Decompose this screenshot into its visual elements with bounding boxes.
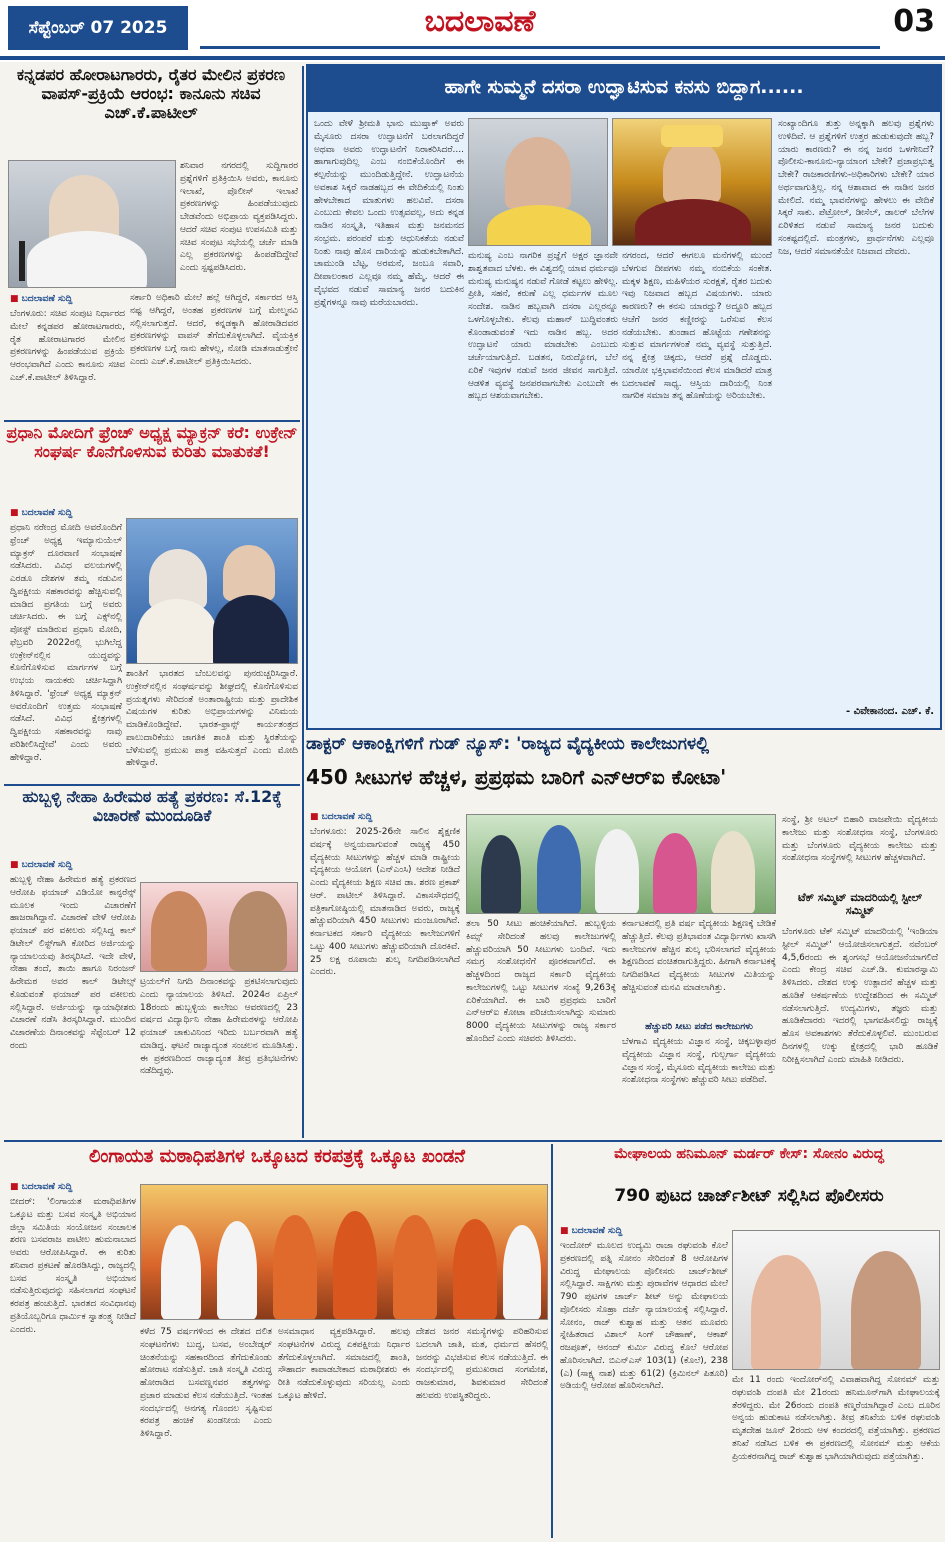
seer-1 [161, 1225, 201, 1320]
divider-mid [4, 1140, 942, 1142]
story-hubballi-byline: ■ ಬದಲಾವಣೆ ಸುದ್ದಿ [10, 860, 72, 870]
story-hubballi-col2: ಟ್ರಯಲ್‌ಗೆ ನಿಗದಿ ದಿನಾಂಕವನ್ನು ಪ್ರಕಟಿಸಲಾಗುವುದು ಎಂದು ನ್ಯಾಯಾಲಯ ತಿಳಿಸಿದೆ. 2024ರ ಏಪ್ರಿಲ್ 18ರಂದು ಹುಬ್ಬಳ್ಳಿಯ ಕಾಲೇಜು ಆವರಣದಲ್ಲಿ 23 ವರ್ಷದ ವಿದ್ಯಾರ್ಥಿನಿ ನೇಹಾ ಹಿರೇಮಠಳನ್ನು ಆರೋಪಿ ಫಯಾಜ್ ಚಾಕುವಿನಿಂದ ಇರಿದು ಬರ್ಬರವಾಗಿ ಹತ್ಯೆ ಮಾಡಿದ್ದ. ಘಟನೆ ರಾಜ್ಯಾದ್ಯಂತ ಸಂಚಲನ ಮೂಡಿಸಿತ್ತು. ಈ ಪ್ರಕರಣದಿಂದ ರಾಜ್ಯಾದ್ಯಂತ ತೀವ್ರ ಪ್ರತಿಭಟನೆಗಳು ನಡೆದಿದ್ದವು. [140, 977, 298, 1077]
story-medical-byline: ■ ಬದಲಾವಣೆ ಸುದ್ದಿ [310, 812, 372, 822]
story-summit-body: ಬೆಂಗಳೂರು ಟೆಕ್ ಸಮ್ಮಿಟ್ ಮಾದರಿಯಲ್ಲಿ 'ಇಂಡಿಯಾ ಸ್ಟೀಲ್ ಸಮ್ಮಿಟ್' ಆಯೋಜಿಸಲಾಗುತ್ತದೆ. ನವೆಂಬರ್ 4,5,6ರಂದು ಈ ಶೃಂಗಸಭೆ ಆಯೋಜನೆಯಾಗಲಿದೆ ಎಂದು ಕೇಂದ್ರ ಸಚಿವ ಎಚ್.ಡಿ. ಕುಮಾರಸ್ವಾಮಿ ತಿಳಿಸಿದರು. ದೇಶದ ಉಕ್ಕು ಉತ್ಪಾದನೆ ಹೆಚ್ಚಳ ಮತ್ತು ಹೂಡಿಕೆ ಆಕರ್ಷಣೆಯ ಉದ್ದೇಶದಿಂದ ಈ ಸಮ್ಮಿಟ್ ನಡೆಸಲಾಗುತ್ತಿದೆ. ಉದ್ಯಮಿಗಳು, ತಜ್ಞರು ಮತ್ತು ಹೂಡಿಕೆದಾರರು ಇದರಲ್ಲಿ ಭಾಗವಹಿಸಲಿದ್ದು ರಾಜ್ಯಕ್ಕೆ ಹೊಸ ಅವಕಾಶಗಳು ತೆರೆದುಕೊಳ್ಳಲಿವೆ. ಮುಂಬರುವ ದಿನಗಳಲ್ಲಿ ಉಕ್ಕು ಕ್ಷೇತ್ರದಲ್ಲಿ ಭಾರಿ ಹೂಡಿಕೆ ನಿರೀಕ್ಷಿಸಲಾಗಿದೆ ಎಂದು ಮಾಹಿತಿ ನೀಡಿದರು. [782, 927, 938, 1065]
story-medical-headline-2: 450 ಸೀಟುಗಳ ಹೆಚ್ಚಳ, ಪ್ರಪ್ರಥಮ ಬಾರಿಗೆ ಎನ್‌ಆರ್‌ಐ ಕೋಟಾ' [306, 765, 727, 789]
story-modi-photo [126, 518, 298, 664]
victim-figure [151, 891, 207, 971]
masthead-bar [0, 56, 945, 60]
seer-4 [333, 1211, 377, 1320]
royal-face [663, 139, 721, 203]
royal-photo [612, 118, 772, 246]
feature-dasara-col2: ಮನುಷ್ಯ ಎಂಬ ನಾಗರಿಕ ಪ್ರಜ್ಞೆಗೆ ಅಕ್ಷರ ಜ್ಞಾನವೇ ಶಾಶ್ವತವಾದ ಬೆಳಕು. ಈ ವಿಶ್ವದಲ್ಲಿ ಯಾವ ಧರ್ಮವೂ ಮನುಷ್ಯ ಮನುಷ್ಯನ ನಡುವೆ ಗೋಡೆ ಕಟ್ಟಲು ಹೇಳಿಲ್ಲ. ಪ್ರೀತಿ, ಸಹನೆ, ಕರುಣೆ ಎಲ್ಲ ಧರ್ಮಗಳ ಮೂಲ ಸಂದೇಶ. ನಾಡಿನ ಹಬ್ಬವಾಗಿ ದಸರಾ ಎಲ್ಲರನ್ನೂ ಒಳಗೊಳ್ಳಬೇಕು. ಕೆಲವು ಮಹಾನ್ ಬುದ್ಧಿವಂತರು ಕೊಂಡಾಡುವಂತೆ ಇದು ನಾಡಿನ ಹಬ್ಬ. ಅದರ ಉದ್ಘಾಟನೆ ಯಾರು ಮಾಡಬೇಕು ಎಂಬುದು ಚರ್ಚೆಯಾಗುತ್ತಿದೆ. ಬಡತನ, ನಿರುದ್ಯೋಗ, ಬೆಲೆ ಏರಿಕೆ ಇವುಗಳ ನಡುವೆ ಜನರ ಜೀವನ ಸಾಗುತ್ತಿದೆ. ಆಡಳಿತ ವ್ಯವಸ್ಥೆ ಜನಪರವಾಗಬೇಕು ಎಂಬುದೇ ಈ ಹಬ್ಬದ ಆಶಯವಾಗಬೇಕು. [468, 251, 618, 402]
story-honeymoon-photo [732, 1230, 940, 1370]
story-modi-col2: ಶಾಂತಿಗೆ ಭಾರತದ ಬೆಂಬಲವನ್ನು ಪುನರುಚ್ಚರಿಸಿದ್ದಾರೆ. ಉಕ್ರೇನ್‌ನಲ್ಲಿನ ಸಂಘರ್ಷವನ್ನು ಶೀಘ್ರದಲ್ಲಿ ಕೊನೆಗೊಳಿಸುವ ಪ್ರಯತ್ನಗಳು ಸೇರಿದಂತೆ ಅಂತಾರಾಷ್ಟ್ರೀಯ ಮತ್ತು ಪ್ರಾದೇಶಿಕ ವಿಷಯಗಳ ಕುರಿತು ಅಭಿಪ್ರಾಯಗಳನ್ನು ವಿನಿಮಯ ಮಾಡಿಕೊಂಡಿದ್ದೇವೆ. ಭಾರತ-ಫ್ರಾನ್ಸ್ ಕಾರ್ಯತಂತ್ರದ ಪಾಲುದಾರಿಕೆಯು ಜಾಗತಿಕ ಶಾಂತಿ ಮತ್ತು ಸ್ಥಿರತೆಯನ್ನು ಬೆಳೆಸುವಲ್ಲಿ ಪ್ರಮುಖ ಪಾತ್ರ ವಹಿಸುತ್ತದೆ ಎಂದು ಮೋದಿ ಹೇಳಿದ್ದಾರೆ. [126, 669, 298, 769]
story-medical-col3b: ಬೆಳಗಾವಿ ವೈದ್ಯಕೀಯ ವಿಜ್ಞಾನ ಸಂಸ್ಥೆ, ಚಿಕ್ಕಬಳ್ಳಾಪುರ ವೈದ್ಯಕೀಯ ವಿಜ್ಞಾನ ಸಂಸ್ಥೆ, ಗುಲ್ಬರ್ಗಾ ವೈದ್ಯಕೀಯ ವಿಜ್ಞಾನ ಸಂಸ್ಥೆ, ಮೈಸೂರು ವೈದ್ಯಕೀಯ ಕಾಲೇಜು ಮತ್ತು ಸಂಶೋಧನಾ ಸಂಸ್ಥೆಗಳು ಹೆಚ್ಚುವರಿ ಸೀಟು ಪಡೆದಿವೆ. [622, 1037, 776, 1086]
feature-dasara-col3: ನಗರಂದ, ಆದರೆ ಈಗಲೂ ಮನೆಗಳಲ್ಲಿ ಮುಂದೆ ಬೆಳಗುವ ದೀಪಗಳು ನಮ್ಮ ನಂಬಿಕೆಯ ಸಂಕೇತ. ಮಕ್ಕಳ ಶಿಕ್ಷಣ, ಮಹಿಳೆಯರ ಸುರಕ್ಷತೆ, ರೈತರ ಬದುಕು ಇವು ನಿಜವಾದ ಹಬ್ಬದ ವಿಷಯಗಳು. ಯಾರು ಕಾರಣರು? ಈ ಕನಸು ಯಾರದ್ದು? ಅದ್ದೂರಿ ಹಬ್ಬದ ಆಚೆಗೆ ಜನರ ಕಣ್ಣೀರನ್ನು ಒರೆಸುವ ಕೆಲಸ ನಡೆಯಬೇಕು. ತುಂಡಾದ ಹೊಟ್ಟೆಯ ಗಣೇಶನನ್ನು ಸುತ್ತುವ ಮಾರ್ಗಗಳಂತೆ ನಮ್ಮ ವ್ಯವಸ್ಥೆ ಸುತ್ತುತ್ತಿದೆ. ನನ್ನ ಕ್ಷೇತ್ರ ಚಿಕ್ಕದು, ಆದರೆ ಪ್ರಶ್ನೆ ದೊಡ್ಡದು. ಯಾರೋ ಭಕ್ತಿಭಾವನೆಯಿಂದ ಕೆಲಸ ಮಾಡಿದರೆ ಮಾತ್ರ ಬದಲಾವಣೆ ಸಾಧ್ಯ. ಆಸ್ತಿಯ ದಾರಿಯಲ್ಲಿ ನಿಂತ ನಾಗರಿಕ ಸಮಾಜ ತನ್ನ ಹೊಣೆಯನ್ನು ಅರಿಯಬೇಕು. [622, 251, 772, 402]
seer-6 [453, 1219, 497, 1320]
story-medical-col2: ತಲಾ 50 ಸೀಟು ಹಂಚಿಕೆಯಾಗಿದೆ. ಹುಬ್ಬಳ್ಳಿಯ ಕಿಮ್ಸ್ ಸೇರಿದಂತೆ ಹಲವು ಕಾಲೇಜುಗಳಲ್ಲಿ ಹೆಚ್ಚುವರಿಯಾಗಿ 50 ಸೀಟುಗಳು ಬಂದಿವೆ. ಇದು ಸಮಗ್ರ ಸಂಶೋಧನೆಗೆ ಪೂರಕವಾಗಲಿದೆ. ಈ ಹೆಚ್ಚಳದಿಂದ ರಾಜ್ಯದ ಸರ್ಕಾರಿ ವೈದ್ಯಕೀಯ ಕಾಲೇಜುಗಳಲ್ಲಿ ಒಟ್ಟು ಸೀಟುಗಳ ಸಂಖ್ಯೆ 9,263ಕ್ಕೆ ಏರಿಕೆಯಾಗಿದೆ. ಈ ಬಾರಿ ಪ್ರಪ್ರಥಮ ಬಾರಿಗೆ ಎನ್‌ಆರ್‌ಐ ಕೋಟಾ ಪರಿಚಯಿಸಲಾಗಿದ್ದು ಸುಮಾರು 8000 ವೈದ್ಯಕೀಯ ಸೀಟುಗಳನ್ನು ರಾಜ್ಯ ಸರ್ಕಾರ ಹೊಂದಿದೆ ಎಂದು ಸಚಿವರು ತಿಳಿಸಿದರು. [466, 919, 616, 1044]
microphone-icon [19, 241, 25, 281]
story-lingayat-byline: ■ ಬದಲಾವಣೆ ಸುದ್ದಿ [10, 1182, 72, 1192]
story-honeymoon-headline-1: ಮೇಘಾಲಯ ಹನಿಮೂನ್ ಮರ್ಡರ್ ಕೇಸ್: ಸೋನಂ ವಿರುದ್ಧ [614, 1146, 884, 1162]
feature-dasara-headline: ಹಾಗೇ ಸುಮ್ಮನೆ ದಸರಾ ಉದ್ಘಾಟಿಸುವ ಕನಸು ಬಿದ್ದಾಗ...... [444, 76, 804, 98]
feature-dasara-author: - ವಿವೇಕಾನಂದ. ಎಚ್. ಕೆ. [845, 706, 934, 717]
writer-photo [468, 118, 608, 246]
writer-face [505, 137, 571, 209]
macron-figure [223, 545, 275, 601]
story-hubballi-photo [140, 882, 298, 972]
seer-7 [503, 1225, 541, 1320]
story-lingayat-col4: ದೇಶದ ಜನರ ಸಮಸ್ಯೆಗಳನ್ನು ಪರಿಹರಿಸುವ ಬದಲಾಗಿ ಜಾತಿ, ಮತ, ಧರ್ಮದ ಹೆಸರಲ್ಲಿ ಜನರನ್ನು ವಿಭಜಿಸುವ ಕೆಲಸ ನಡೆಯುತ್ತಿದೆ. ಈ ಸಂದರ್ಭದಲ್ಲಿ ಪ್ರಮುಖರಾದ ಸಂಗಮೇಶ, ರಾಜಕುಮಾರ, ಶಿವಕುಮಾರ ಸೇರಿದಂತೆ ಹಲವರು ಉಪಸ್ಥಿತರಿದ್ದರು. [416, 1327, 548, 1401]
modi-body [137, 599, 217, 664]
royal-crown [661, 125, 723, 147]
story-hubballi-col1: ಹುಬ್ಬಳ್ಳಿ ನೇಹಾ ಹಿರೇಮಠ ಹತ್ಯೆ ಪ್ರಕರಣದ ಆರೋಪಿ ಫಯಾಜ್ ವಿಡಿಯೋ ಕಾನ್ಫರೆನ್ಸ್ ಮೂಲಕ ಇಂದು ವಿಚಾರಣೆಗೆ ಹಾಜರಾಗಿದ್ದಾನೆ. ವಿಚಾರಣೆ ವೇಳೆ ಆರೋಪಿ ಫಯಾಜ್ ಪರ ವಕೀಲರು ಸಲ್ಲಿಸಿದ್ದ ಕಾಲ್ ಡಿಟೇಲ್ ಲಿಸ್ಟ್‌ಗಾಗಿ ಕೋರಿದ ಅರ್ಜಿಯನ್ನು ನ್ಯಾಯಾಲಯವು ತಿರಸ್ಕರಿಸಿದೆ. ಇದೇ ವೇಳೆ, ನೇಹಾ ತಂದೆ, ತಾಯಿ ಹಾಗೂ ನಿರಂಜನ್ ಹಿರೇಮಠ ಅವರ ಕಾಲ್ ಡಿಟೇಲ್ಸ್ ಕೊಡುವಂತೆ ಫಯಾಜ್ ಪರ ವಕೀಲರು ಸಲ್ಲಿಸಿದ್ದಾರೆ. ಅರ್ಜಿಯನ್ನು ನ್ಯಾಯಾಧೀಶರು ವಿಚಾರಣೆ ನಡೆಸಿ ತಿರಸ್ಕರಿಸಿದ್ದಾರೆ. ಮುಂದಿನ ವಿಚಾರಣೆಯ ದಿನಾಂಕವನ್ನು ಸೆಪ್ಟೆಂಬರ್ 12 ರಂದು [10, 875, 136, 1051]
story-law-col2b: ಸರ್ಕಾರಿ ಅಧಿಕಾರಿ ಮೇಲೆ ಹಲ್ಲೆ ಆಗಿದ್ದರೆ, ಸರ್ಕಾರದ ಆಸ್ತಿ ನಷ್ಟ ಆಗಿದ್ದರೆ, ಅಂತಹ ಪ್ರಕರಣಗಳ ಬಗ್ಗೆ ಮೇಲ್ಮನವಿ ಸಲ್ಲಿಸಲಾಗುತ್ತದೆ. ಆದರೆ, ಕನ್ನಡಕ್ಕಾಗಿ ಹೋರಾಡಿದವರ ಪ್ರಕರಣಗಳನ್ನು ವಾಪಸ್ ತೆಗೆದುಕೊಳ್ಳಲಾಗಿದೆ. ವೈಯಕ್ತಿಕ ಪ್ರಕರಣಗಳ ಬಗ್ಗೆ ನಾನು ಹೇಳಲ್ಲ, ನೋಡಿ ಮಾತನಾಡುತ್ತೇನೆ ಎಂದು ಎಚ್.ಕೆ.ಪಾಟೀಲ್ ಪ್ರತಿಕ್ರಿಯಿಸಿದರು. [130, 293, 298, 367]
story-lingayat-col2: ಕಳೆದ 75 ವರ್ಷಗಳಿಂದ ಈ ದೇಶದ ದಲಿತ ಸಂಘಟನೆಗಳು ಬುದ್ಧ, ಬಸವ, ಅಂಬೇಡ್ಕರ್ ಚಿಂತನೆಯನ್ನು ಸಹಕಾರದಿಂದ ತೆಗೆದುಕೊಂಡು ಹೋರಾಟ ನಡೆಸುತ್ತಿವೆ. ಜಾತಿ ಸಂಸ್ಕೃತಿ ವಿರುದ್ಧ ಹೋರಾಡಿದ ಬಸವಣ್ಣನವರ ತತ್ವಗಳನ್ನು ಪ್ರಚಾರ ಮಾಡುವ ಕೆಲಸ ನಡೆಯುತ್ತಿದೆ. ಇಂತಹ ಸಂದರ್ಭದಲ್ಲಿ ಅನಗತ್ಯ ಗೊಂದಲ ಸೃಷ್ಟಿಸುವ ಕರಪತ್ರ ಹಂಚಿಕೆ ಖಂಡನೀಯ ಎಂದು ತಿಳಿಸಿದ್ದಾರೆ. [140, 1327, 272, 1440]
story-honeymoon-headline-2: 790 ಪುಟದ ಚಾರ್ಜ್‌ಶೀಟ್ ಸಲ್ಲಿಸಿದ ಪೊಲೀಸರು [614, 1186, 884, 1206]
royal-body [635, 199, 751, 246]
page-number: 03 [893, 4, 935, 39]
feature-dasara [306, 64, 942, 730]
story-law-col2a: ಶನಿವಾರ ನಗರದಲ್ಲಿ ಸುದ್ದಿಗಾರರ ಪ್ರಶ್ನೆಗಳಿಗೆ ಪ್ರತಿಕ್ರಿಯಿಸಿ ಅವರು, ಕಾನೂನು ಇಲಾಖೆ, ಪೊಲೀಸ್ ಇಲಾಖೆ ಪ್ರಕರಣಗಳನ್ನು ಹಿಂಪಡೆಯುವುದು ಬೇಡವೆಂದು ಅಭಿಪ್ರಾಯ ವ್ಯಕ್ತಪಡಿಸಿದ್ದರು. ಆದರೆ ಸಚಿವ ಸಂಪುಟ ಉಪಸಮಿತಿ ಮತ್ತು ಸಚಿವ ಸಂಪುಟ ಸಭೆಯಲ್ಲಿ ಚರ್ಚೆ ಮಾಡಿ ಎಲ್ಲ ಪ್ರಕರಣಗಳನ್ನು ಹಿಂಪಡೆದಿದ್ದೇವೆ ಎಂದು ಸ್ಪಷ್ಟಪಡಿಸಿದರು. [180, 161, 298, 274]
accused-figure [229, 891, 287, 971]
story-law-photo [8, 160, 176, 288]
story-hubballi-headline: ಹುಬ್ಬಳ್ಳಿ ನೇಹಾ ಹಿರೇಮಠ ಹತ್ಯೆ ಪ್ರಕರಣ: ಸೆ.12ಕ್ಕೆ ವಿಚಾರಣೆ ಮುಂದೂಡಿಕೆ [22, 787, 282, 825]
feature-dasara-col1: ಒಂದು ವೇಳೆ ಶ್ರೀಮತಿ ಭಾನು ಮುಷ್ತಾಕ್ ಅವರು ಮೈಸೂರು ದಸರಾ ಉದ್ಘಾಟನೆಗೆ ಬರಲಾಗದಿದ್ದರೆ ಅಥವಾ ಅವರು ಉದ್ಘಾಟನೆಗೆ ನಿರಾಕರಿಸಿದರೆ.... ಹಾಗಾಗುವುದಿಲ್ಲ ಎಂಬ ನಂಬಿಕೆಯೊಂದಿಗೆ ಈ ಕಲ್ಪನೆಯನ್ನು ಮುಂದಿಡುತ್ತಿದ್ದೇನೆ. ಉದ್ಘಾಟನೆಯ ಅವಕಾಶ ಸಿಕ್ಕರೆ ನಾಡಹಬ್ಬದ ಈ ವೇದಿಕೆಯಲ್ಲಿ ನಿಂತು ಹೇಳಬೇಕಾದ ಮಾತುಗಳು ಹಲವಿವೆ. ದಸರಾ ಎಂಬುದು ಕೇವಲ ಒಂದು ಉತ್ಸವವಲ್ಲ, ಅದು ಕನ್ನಡ ನಾಡಿನ ಸಂಸ್ಕೃತಿ, ಇತಿಹಾಸ ಮತ್ತು ಜನಮನದ ಸಂಭ್ರಮ. ಪರಂಪರೆ ಮತ್ತು ಆಧುನಿಕತೆಯ ನಡುವೆ ನಿಂತು ನಾವು ಹೊಸ ದಾರಿಯನ್ನು ಹುಡುಕಬೇಕಾಗಿದೆ. ಚಾಮುಂಡಿ ಬೆಟ್ಟ, ಅರಮನೆ, ಜಂಬೂ ಸವಾರಿ, ದೀಪಾಲಂಕಾರ ಎಲ್ಲವೂ ನಮ್ಮ ಹೆಮ್ಮೆ. ಆದರೆ ಈ ವೈಭವದ ನಡುವೆ ಸಾಮಾನ್ಯ ಜನರ ಬದುಕಿನ ಪ್ರಶ್ನೆಗಳನ್ನೂ ನಾವು ಮರೆಯಬಾರದು. [314, 119, 464, 308]
divider-left-1 [4, 420, 300, 422]
newspaper-title: ಬದಲಾವಣೆ [380, 2, 580, 42]
story-honeymoon-col2: ಮೇ 11 ರಂದು ಇಂದೋರ್‌ನಲ್ಲಿ ವಿವಾಹವಾಗಿದ್ದ ಸೋನಮ್ ಮತ್ತು ರಘುವಂಶಿ ದಂಪತಿ ಮೇ 21ರಂದು ಹನಿಮೂನ್‌ಗಾಗಿ ಮೇಘಾಲಯಕ್ಕೆ ತೆರಳಿದ್ದರು. ಮೇ 26ರಂದು ದಂಪತಿ ಕಣ್ಮರೆಯಾಗಿದ್ದಾರೆ ಎಂಬ ದೂರಿನ ಅನ್ವಯ ಹುಡುಕಾಟ ನಡೆಸಲಾಗಿತ್ತು. ತೀವ್ರ ತನಿಖೆಯ ಬಳಿಕ ರಘುವಂಶಿ ಮೃತದೇಹ ಜೂನ್ 2ರಂದು ಆಳ ಕಂದರದಲ್ಲಿ ಪತ್ತೆಯಾಗಿತ್ತು. ಪ್ರಕರಣದ ತನಿಖೆ ನಡೆಸಿದ ಬಳಿಕ ಈ ಪ್ರಕರಣದಲ್ಲಿ ಸೋನಮ್ ಮತ್ತು ಆಕೆಯ ಪ್ರಿಯಕರನಾಗಿದ್ದ ರಾಜ್ ಕುಶ್ವಾಹ ಭಾಗಿಯಾಗಿರುವುದು ಪತ್ತೆಯಾಗಿತ್ತು. [732, 1375, 940, 1462]
official-5 [711, 831, 755, 914]
story-modi-byline: ■ ಬದಲಾವಣೆ ಸುದ್ದಿ [10, 508, 72, 518]
raja-figure [851, 1251, 921, 1370]
seer-2 [217, 1221, 257, 1320]
story-honeymoon-col1: ಇಂದೋರ್ ಮೂಲದ ಉದ್ಯಮಿ ರಾಜಾ ರಘುವಂಶಿ ಕೊಲೆ ಪ್ರಕರಣದಲ್ಲಿ ಪತ್ನಿ ಸೋನಂ ಸೇರಿದಂತೆ 8 ಆರೋಪಿಗಳ ವಿರುದ್ಧ ಮೇಘಾಲಯ ಪೊಲೀಸರು ಚಾರ್ಜ್‌ಶೀಟ್ ಸಲ್ಲಿಸಿದ್ದಾರೆ. ಸಾಕ್ಷಿಗಳು ಮತ್ತು ಪುರಾವೆಗಳ ಆಧಾರದ ಮೇಲೆ 790 ಪುಟಗಳ ಚಾರ್ಜ್ ಶೀಟ್ ಅನ್ನು ಮೇಘಾಲಯ ಪೊಲೀಸರು ಸೊಹ್ರಾ ದರ್ಜೆ ನ್ಯಾಯಾಲಯಕ್ಕೆ ಸಲ್ಲಿಸಿದ್ದಾರೆ. ಸೋನಂ, ರಾಜ್ ಕುಶ್ವಾಹ ಮತ್ತು ಆತನ ಮೂವರು ಸ್ನೇಹಿತರಾದ ವಿಶಾಲ್ ಸಿಂಗ್ ಚೌಹಾಣ್, ಆಕಾಶ್ ರಜಪೂತ್, ಆನಂದ್ ಕುರ್ಮಿ ವಿರುದ್ಧ ಕೊಲೆ ಆರೋಪ ಹೊರಿಸಲಾಗಿದೆ. ಬಿಎನ್‌ಎಸ್ 103(1) (ಕೊಲೆ), 238 (ಎ) (ಸಾಕ್ಷ್ಯ ನಾಶ) ಮತ್ತು 61(2) (ಕ್ರಿಮಿನಲ್ ಪಿತೂರಿ) ಅಡಿಯಲ್ಲಿ ಆರೋಪ ಹೊರಿಸಲಾಗಿದೆ. [560, 1241, 728, 1392]
story-medical-subhead: ಹೆಚ್ಚುವರಿ ಸೀಟು ಪಡೆದ ಕಾಲೇಜುಗಳು [645, 1022, 753, 1032]
masthead-rule [200, 46, 880, 49]
story-medical-col1: ಬೆಂಗಳೂರು: 2025-26ನೇ ಸಾಲಿನ ಶೈಕ್ಷಣಿಕ ವರ್ಷಕ್ಕೆ ಅನ್ವಯವಾಗುವಂತೆ ರಾಜ್ಯಕ್ಕೆ 450 ವೈದ್ಯಕೀಯ ಸೀಟುಗಳನ್ನು ಹೆಚ್ಚಳ ಮಾಡಿ ರಾಷ್ಟ್ರೀಯ ವೈದ್ಯಕೀಯ ಆಯೋಗ (ಎನ್‌ಎಂಸಿ) ಆದೇಶ ನೀಡಿದೆ ಎಂದು ವೈದ್ಯಕೀಯ ಶಿಕ್ಷಣ ಸಚಿವ ಡಾ. ಶರಣ ಪ್ರಕಾಶ್ ಆರ್. ಪಾಟೀಲ್ ತಿಳಿಸಿದ್ದಾರೆ. ವಿಕಾಸಸೌಧದಲ್ಲಿ ಪತ್ರಿಕಾಗೋಷ್ಠಿಯಲ್ಲಿ ಮಾತನಾಡಿದ ಅವರು, ರಾಜ್ಯಕ್ಕೆ ಹೆಚ್ಚುವರಿಯಾಗಿ 450 ಸೀಟುಗಳು ಮಂಜೂರಾಗಿವೆ. ಕರ್ನಾಟಕದ ಸರ್ಕಾರಿ ವೈದ್ಯಕೀಯ ಕಾಲೇಜುಗಳಿಗೆ ಒಟ್ಟು 400 ಸೀಟುಗಳು ಹೆಚ್ಚುವರಿಯಾಗಿ ದೊರಕಿವೆ. 25 ಲಕ್ಷ ರೂಪಾಯಿ ಶುಲ್ಕ ನಿಗದಿಪಡಿಸಲಾಗಿದೆ ಎಂದರು. [310, 827, 460, 978]
vertical-divider-left [302, 66, 304, 1138]
macron-body [213, 595, 289, 664]
story-lingayat-col1: ಬೀದರ್: 'ಲಿಂಗಾಯತ ಮಠಾಧಿಪತಿಗಳ ಒಕ್ಕೂಟ ಮತ್ತು ಬಸವ ಸಂಸ್ಕೃತಿ ಅಭಿಯಾನ ಜಿಲ್ಲಾ ಸಮಿತಿಯ ಸಂಯೋಜನ ಸಂಚಾಲಕ ಶರಣ ಬಸವರಾಜ ಪಾಟೀಲ ಹುಮನಾಬಾದ ಅವರು ಆರೋಪಿಸಿದ್ದಾರೆ. ಈ ಕುರಿತು ಶನಿವಾರ ಪ್ರಕಟಣೆ ಹೊರಡಿಸಿದ್ದು, ರಾಜ್ಯದಲ್ಲಿ ಬಸವ ಸಂಸ್ಕೃತಿ ಅಭಿಯಾನ ನಡೆಸುತ್ತಿರುವುದನ್ನು ಸಹಿಸಲಾಗದ ಸಂಘಟನೆ ಕರಪತ್ರ ಹಂಚುತ್ತಿದೆ. ಭಾರತದ ಸಂವಿಧಾನವು ಪ್ರತಿಯೊಬ್ಬರಿಗೂ ಧಾರ್ಮಿಕ ಸ್ವಾತಂತ್ರ್ಯ ನೀಡಿದೆ ಎಂದರು. [10, 1197, 136, 1335]
issue-date: ಸೆಪ್ಟೆಂಬರ್ 07 2025 [8, 6, 188, 50]
vertical-divider-bottom [551, 1144, 553, 1538]
story-medical-col4: ಸಂಸ್ಥೆ, ಶ್ರೀ ಅಟಲ್ ಬಿಹಾರಿ ವಾಜಪೇಯಿ ವೈದ್ಯಕೀಯ ಕಾಲೇಜು ಮತ್ತು ಸಂಶೋಧನಾ ಸಂಸ್ಥೆ, ಬೆಂಗಳೂರು ಮತ್ತು ಬೆಂಗಳೂರು ವೈದ್ಯಕೀಯ ಕಾಲೇಜು ಮತ್ತು ಸಂಶೋಧನಾ ಸಂಸ್ಥೆಗಳಲ್ಲಿ ಸೀಟುಗಳ ಹೆಚ್ಚಳವಾಗಿದೆ. [782, 815, 938, 864]
divider-left-2 [4, 784, 300, 786]
story-medical-headline-1: ಡಾಕ್ಟರ್ ಆಕಾಂಕ್ಷಿಗಳಿಗೆ ಗುಡ್ ನ್ಯೂಸ್: 'ರಾಜ್ಯದ ವೈದ್ಯಕೀಯ ಕಾಲೇಜುಗಳಲ್ಲಿ [306, 734, 710, 754]
story-lingayat-col3: ಅಸಮಾಧಾನ ವ್ಯಕ್ತಪಡಿಸಿದ್ದಾರೆ. ಹಲವು ಸಂಘಟನೆಗಳ ವಿರುದ್ಧ ಏಕಪಕ್ಷೀಯ ನಿರ್ಧಾರ ತೆಗೆದುಕೊಳ್ಳಲಾಗಿದೆ. ಸಮಾಜದಲ್ಲಿ ಶಾಂತಿ, ಸೌಹಾರ್ದ ಕಾಪಾಡಬೇಕಾದ ಮಠಾಧೀಶರು ಈ ರೀತಿ ನಡೆದುಕೊಳ್ಳುವುದು ಸರಿಯಲ್ಲ ಎಂದು ಒಕ್ಕೂಟ ಹೇಳಿದೆ. [278, 1327, 410, 1401]
story-modi-col1: ಪ್ರಧಾನಿ ನರೇಂದ್ರ ಮೋದಿ ಅವರೊಂದಿಗೆ ಫ್ರೆಂಚ್ ಅಧ್ಯಕ್ಷ ಇಮ್ಯಾನುಯೆಲ್ ಮ್ಯಾಕ್ರನ್ ದೂರವಾಣಿ ಸಂಭಾಷಣೆ ನಡೆಸಿದರು. ವಿವಿಧ ವಲಯಗಳಲ್ಲಿ ಎರಡೂ ದೇಶಗಳ ತಮ್ಮ ನಡುವಿನ ದ್ವಿಪಕ್ಷೀಯ ಸಹಕಾರವನ್ನು ಹೆಚ್ಚಿಸುವಲ್ಲಿ ಮಾಡಿದ ಪ್ರಗತಿಯ ಬಗ್ಗೆ ಅವರು ಚರ್ಚಿಸಿದರು. ಈ ಬಗ್ಗೆ ಎಕ್ಸ್‌ನಲ್ಲಿ ಪೋಸ್ಟ್ ಮಾಡಿರುವ ಪ್ರಧಾನಿ ಮೋದಿ, ಫೆಬ್ರವರಿ 2022ರಲ್ಲಿ ಭುಗಿಲೆದ್ದ ಉಕ್ರೇನ್‌ನಲ್ಲಿನ ಯುದ್ಧವನ್ನು ಕೊನೆಗೊಳಿಸುವ ಮಾರ್ಗಗಳ ಬಗ್ಗೆ ಉಭಯ ನಾಯಕರು ಚರ್ಚಿಸಿದ್ದಾಗಿ ತಿಳಿಸಿದ್ದಾರೆ. 'ಫ್ರೆಂಚ್ ಅಧ್ಯಕ್ಷ ಮ್ಯಾಕ್ರನ್ ಅವರೊಂದಿಗೆ ಉತ್ತಮ ಸಂಭಾಷಣೆ ನಡೆಸಿದೆ. ವಿವಿಧ ಕ್ಷೇತ್ರಗಳಲ್ಲಿ ದ್ವಿಪಕ್ಷೀಯ ಸಹಕಾರವನ್ನು ನಾವು ಪರಿಶೀಲಿಸಿದ್ದೇವೆ' ಎಂದು ಅವರು ಹೇಳಿದ್ದಾರೆ. [10, 523, 122, 763]
story-medical-photo [466, 814, 776, 914]
story-modi-headline: ಪ್ರಧಾನಿ ಮೋದಿಗೆ ಫ್ರೆಂಚ್ ಅಧ್ಯಕ್ಷ ಮ್ಯಾಕ್ರನ್ ಕರೆ: ಉಕ್ರೇನ್ ಸಂಘರ್ಷ ಕೊನೆಗೊಳಿಸುವ ಕುರಿತು ಮಾತುಕತೆ! [6, 423, 298, 461]
writer-body [487, 205, 591, 246]
story-law-byline: ■ ಬದಲಾವಣೆ ಸುದ್ದಿ [10, 294, 72, 304]
story-summit-headline: ಟೆಕ್ ಸಮ್ಮಿಟ್ ಮಾದರಿಯಲ್ಲಿ ಸ್ಟೀಲ್ ಸಮ್ಮಿಟ್ [797, 891, 923, 917]
story-law-col1: ಬೆಂಗಳೂರು: ಸಚಿವ ಸಂಪುಟ ನಿರ್ಧಾರದ ಮೇಲೆ ಕನ್ನಡಪರ ಹೋರಾಟಗಾರರು, ರೈತ ಹೋರಾಟಗಾರರ ಮೇಲಿನ ಪ್ರಕರಣಗಳನ್ನು ಹಿಂಪಡೆಯುವ ಪ್ರಕ್ರಿಯೆ ಆರಂಭವಾಗಿದೆ ಎಂದು ಕಾನೂನು ಸಚಿವ ಎಚ್.ಕೆ.ಪಾಟೀಲ್ ತಿಳಿಸಿದ್ದಾರೆ. [10, 309, 125, 383]
feature-dasara-col4: ಸಂಖ್ಯಾಂದಿಗೂ ತುತ್ತು ಅನ್ನಕ್ಕಾಗಿ ಹಲವು ಪ್ರಶ್ನೆಗಳು ಉಳಿದಿವೆ. ಆ ಪ್ರಶ್ನೆಗಳಿಗೆ ಉತ್ತರ ಹುಡುಕುವುದೇ ಹಬ್ಬ? ಯಾರು ಕಾರಣರು? ಈ ನನ್ನ ಜನರ ಒಳಗೇನಿದೆ? ಪೊಲೀಸು-ಕಾನೂನು-ನ್ಯಾಯಾಂಗ ಬೇಕೇ? ಪ್ರಜಾಪ್ರಭುತ್ವ ಬೇಕೇ? ರಾಜಕಾರಣಿಗಳು-ಅಧಿಕಾರಿಗಳು ಬೇಕೇ? ಯಾರ ಅರ್ಥವಾಗುತ್ತಿಲ್ಲ. ನನ್ನ ಆಶಾವಾದ ಈ ನಾಡಿನ ಜನರ ಮೇಲಿದೆ. ನಮ್ಮ ಭಾವನೆಗಳನ್ನು ಹೇಳಲು ಈ ವೇದಿಕೆ ಸಿಕ್ಕರೆ ಸಾಕು. ಪೆಟ್ರೋಲ್, ಡೀಸೆಲ್, ಡಾಲರ್ ಬೆಲೆಗಳ ಏರಿಳಿತದ ನಡುವೆ ಸಾಮಾನ್ಯ ಜನರ ಬದುಕು ಸಂಕಷ್ಟದಲ್ಲಿದೆ. ಮಂತ್ರಗಳು, ಪ್ರಾರ್ಥನೆಗಳು ಎಲ್ಲವೂ ನಿಜ, ಆದರೆ ಸಮಾನತೆಯೇ ನಿಜವಾದ ದೇವರು. [778, 119, 934, 257]
official-3 [595, 829, 639, 914]
masthead [0, 0, 945, 62]
story-law-headline: ಕನ್ನಡಪರ ಹೋರಾಟಗಾರರು, ರೈತರ ಮೇಲಿನ ಪ್ರಕರಣ ವಾಪಸ್-ಪ್ರಕ್ರಿಯೆ ಆರಂಭ: ಕಾನೂನು ಸಚಿವ ಎಚ್.ಕೆ.ಪಾಟೀಲ್ [16, 65, 286, 122]
sonam-figure [751, 1255, 821, 1370]
minister-body [27, 231, 147, 288]
story-lingayat-photo [140, 1184, 548, 1320]
story-medical-col3: ಕರ್ನಾಟಕದಲ್ಲಿ ಪ್ರತಿ ವರ್ಷ ವೈದ್ಯಕೀಯ ಶಿಕ್ಷಣಕ್ಕೆ ಬೇಡಿಕೆ ಹೆಚ್ಚುತ್ತಿದೆ. ಕೆಲವು ಪ್ರತಿಭಾವಂತ ವಿದ್ಯಾರ್ಥಿಗಳು ಖಾಸಗಿ ಕಾಲೇಜುಗಳ ಹೆಚ್ಚಿನ ಶುಲ್ಕ ಭರಿಸಲಾಗದೆ ವೈದ್ಯಕೀಯ ಶಿಕ್ಷಣದಿಂದ ವಂಚಿತರಾಗುತ್ತಿದ್ದರು. ಹೀಗಾಗಿ ಕರ್ನಾಟಕಕ್ಕೆ ನಿಗದಿಪಡಿಸಿದ ವೈದ್ಯಕೀಯ ಸೀಟುಗಳ ಮಿತಿಯನ್ನು ಹೆಚ್ಚಿಸುವಂತೆ ಮನವಿ ಮಾಡಲಾಗಿತ್ತು. [622, 919, 776, 993]
official-4 [653, 833, 697, 914]
story-lingayat-headline: ಲಿಂಗಾಯತ ಮಠಾಧಿಪತಿಗಳ ಒಕ್ಕೂಟದ ಕರಪತ್ರಕ್ಕೆ ಒಕ್ಕೂಟ ಖಂಡನೆ [88, 1146, 466, 1167]
story-honeymoon-byline: ■ ಬದಲಾವಣೆ ಸುದ್ದಿ [560, 1226, 622, 1236]
official-2 [537, 825, 581, 914]
seer-3 [273, 1215, 317, 1320]
seer-5 [393, 1215, 437, 1320]
official-1 [481, 835, 521, 914]
